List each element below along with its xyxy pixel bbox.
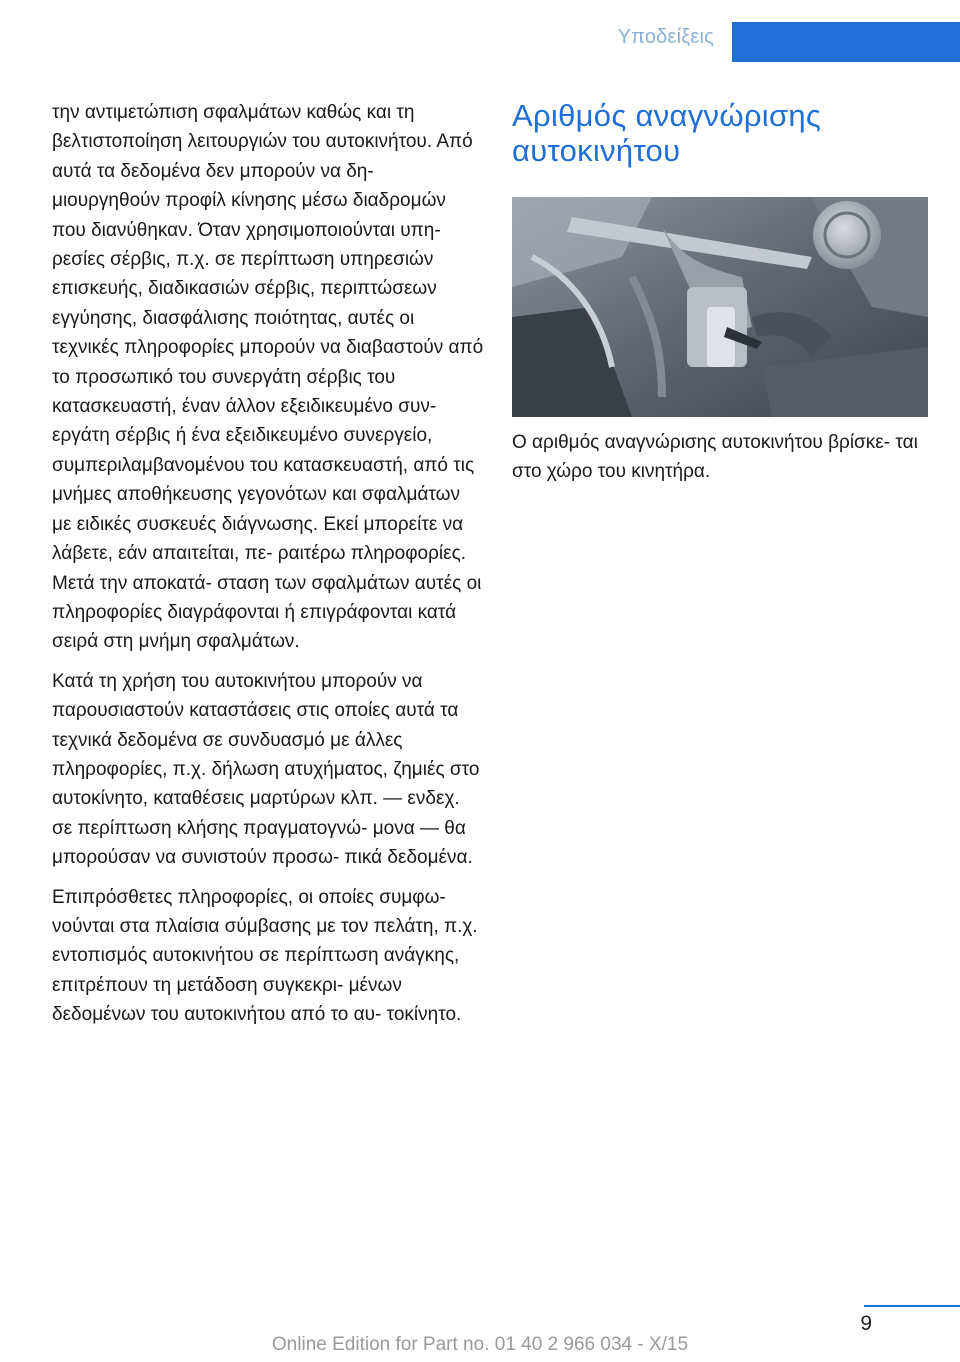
footer-edition-text: Online Edition for Part no. 01 40 2 966 034 - X/15 <box>271 1334 689 1355</box>
body-paragraph: Κατά τη χρήση του αυτοκινήτου μπορούν να παρουσιαστούν καταστάσεις στις οποίες αυτά τα τεχνικά δεδομένα σε συνδυασμό με άλλες πληροφορίες, π.χ. δήλωση ατυχήματος, ζημιές στο αυτοκίνητο, καταθέσεις μαρτύρων κλπ. — ενδεχ. σε περίπτωση κλήσης πραγματογνώ‐ μονα — θα μπορούσαν να συνιστούν προσω‐ πικά δεδομένα. <box>52 670 480 869</box>
body-paragraph: Επιπρόσθετες πληροφορίες, οι οποίες συμφω‐ νούνται στα πλαίσια σύμβασης με τον πελάτη, π.χ. εντοπισμός αυτοκινήτου σε περίπτωση ανάγκης, επιτρέπουν τη μετάδοση συγκεκρι‐ μένων δεδομένων του αυτοκινήτου από το αυ‐ τοκίνητο. <box>52 886 478 1026</box>
page-number: 9 <box>860 1312 872 1335</box>
header-section-label: Υποδείξεις <box>617 26 714 48</box>
engine-bay-photo <box>512 197 928 417</box>
section-title: Αριθμός αναγνώρισης αυτοκινήτου <box>512 98 822 168</box>
engine-bay-illustration <box>512 197 928 417</box>
header-accent-bar <box>732 22 960 62</box>
footer-accent-rule <box>864 1305 960 1307</box>
photo-caption: Ο αριθμός αναγνώρισης αυτοκινήτου βρίσκε‐ ται στο χώρο του κινητήρα. <box>512 432 918 483</box>
right-column <box>512 98 928 497</box>
left-column <box>52 98 484 1040</box>
body-paragraph: την αντιμετώπιση σφαλμάτων καθώς και τη βελτιστοποίηση λειτουργιών του αυτοκινήτου. Από αυτά τα δεδομένα δεν μπορούν να δη‐ μιουργηθούν προφίλ κίνησης μέσω διαδρομών που διανύθηκαν. Όταν χρησιμοποιούνται υπη‐ ρεσίες σέρβις, π.χ. σε περίπτωση υπηρεσιών επισκευής, διαδικασιών σέρβις, περιπτώσεων εγγύησης, διασφάλισης ποιότητας, αυτές οι τεχνικές πληροφορίες μπορούν να διαβαστούν από το προσωπικό του συνεργάτη σέρβις του κατασκευαστή, έναν άλλον εξειδικευμένο συν‐ εργάτη σέρβις ή ένα εξειδικευμένο συνεργείο, συμπεριλαμβανομένου του κατασκευαστή, από τις μνήμες αποθήκευσης γεγονότων και σφαλμάτων με ειδικές συσκευές διάγνωσης. Εκεί μπορείτε να λάβετε, εάν απαιτείται, πε‐ ραιτέρω πληροφορίες. Μετά την αποκατά‐ σταση των σφαλμάτων αυτές οι πληροφορίες διαγράφονται ή επιγράφονται κατά σειρά στη μνήμη σφαλμάτων. <box>52 102 484 653</box>
